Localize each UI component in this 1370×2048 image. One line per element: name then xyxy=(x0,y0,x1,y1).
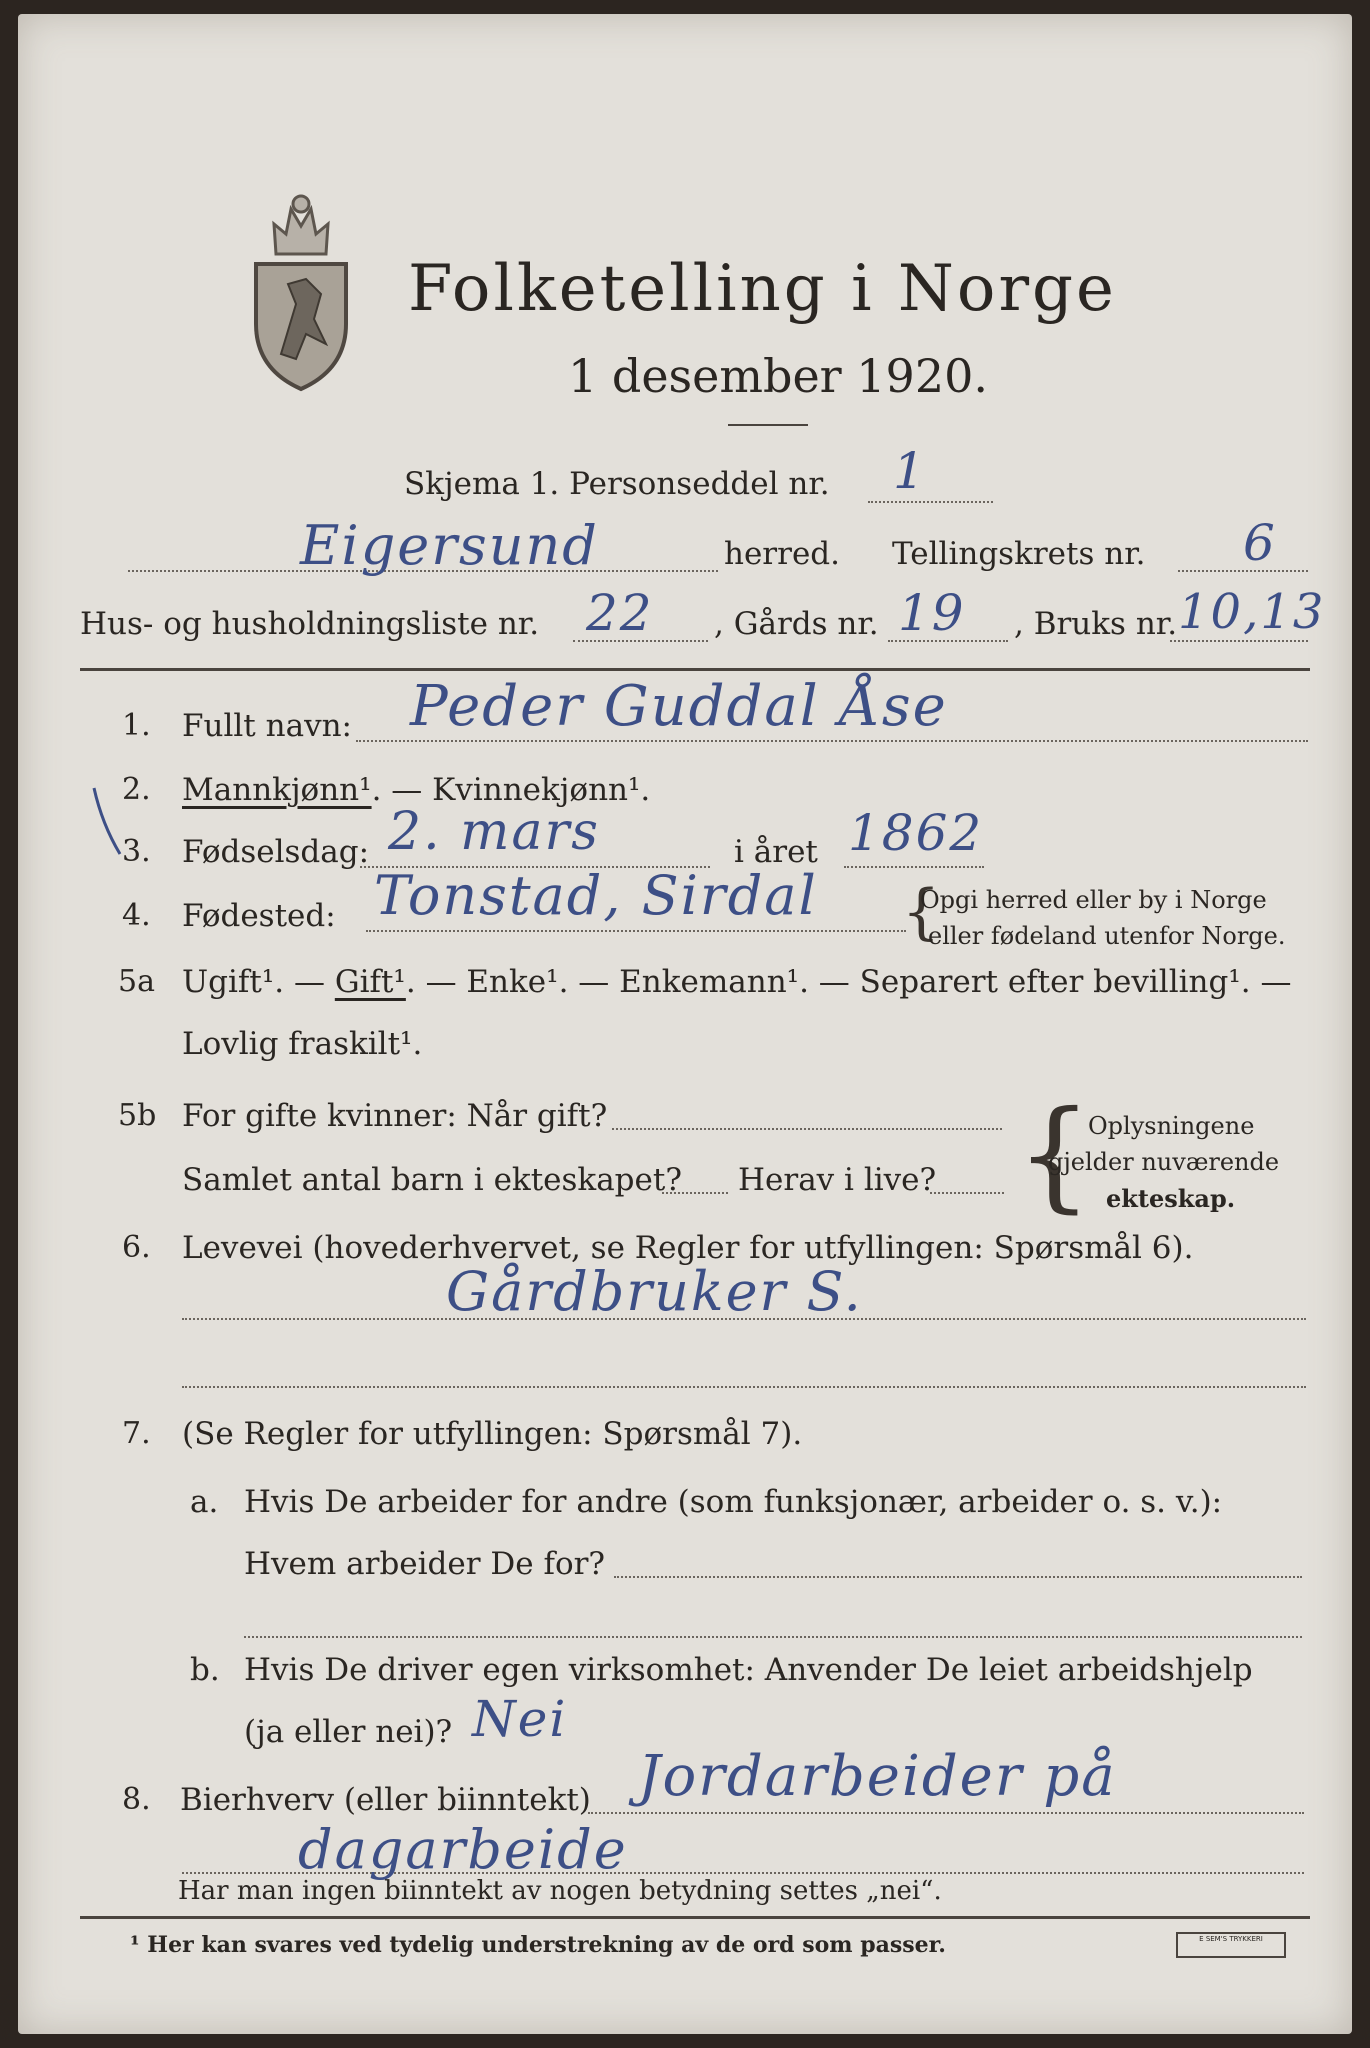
herred-value: Eigersund xyxy=(300,514,599,577)
birthday-label: Fødselsdag: xyxy=(182,834,370,870)
census-form-sheet: Folketelling i Norge 1 desember 1920. Skjema 1. Personseddel nr. 1 Eigersund herred. Tellingskrets nr. 6 Hus- og husholdningsliste nr. 22 , Gårds nr. 19 , Bruks nr. 10,13 1. Fullt navn: Peder Guddal Åse 2. Mannkjønn¹. — Kvinnekjønn¹. 3. Fødselsdag: 2. mars i året 1862 4. Fødested: Tonstad, Sirdal { Opgi herred eller by i Norge eller fødeland utenfor Norge. 5a Ugift¹. — Gift¹. — Enke¹. — Enkemann¹. — Separert efter bevilling¹. — Lovlig fraskilt¹. 5b For gifte kvinner: Når gift? Samlet antal barn i ekteskapet? Herav i live? { Oplysningene gjelder nuværende ekteskap. 6. Levevei (hovederhvervet, se Regler for utfyllingen: Spørsmål 6). Gårdbruker S. 7. (Se Regler for utfyllingen: Spørsmål 7). a. Hvis De arbeider for andre (som funksjonær, arbeider o. s. v.): Hvem arbeider De for? b. Hvis De driver egen virksomhet: Anvender De leiet arbeidshjelp (ja eller nei)? Nei 8. Bierhverv (eller biinntekt) Jordarbeider på dagarbeide Har man ingen biinntekt av nogen betydning settes „nei“. ¹ Her kan svares ved tydelig understrekning av de ord som passer. E SEM'S TRYKKERI xyxy=(18,14,1352,2034)
birth-year-value: 1862 xyxy=(848,804,984,862)
sex-separator: . — xyxy=(371,772,433,808)
header-rule xyxy=(80,668,1310,671)
sex-male-option: Mannkjønn¹ xyxy=(182,772,372,808)
q7-intro: (Se Regler for utfyllingen: Spørsmål 7). xyxy=(182,1416,803,1452)
occupation-value: Gårdbruker S. xyxy=(446,1260,863,1323)
item-number: 3. xyxy=(122,834,151,869)
schema-label: Skjema 1. Personseddel nr. xyxy=(404,466,830,502)
form-date: 1 desember 1920. xyxy=(568,349,988,403)
hired-help-label: (ja eller nei)? xyxy=(244,1714,453,1750)
tellingskrets-value: 6 xyxy=(1243,514,1277,572)
footer-rule xyxy=(80,1916,1310,1919)
item-number: 2. xyxy=(122,772,151,807)
tellingskrets-label: Tellingskrets nr. xyxy=(892,536,1146,572)
coat-of-arms-icon xyxy=(236,184,366,394)
form-title: Folketelling i Norge xyxy=(408,252,1117,326)
birthplace-value: Tonstad, Sirdal xyxy=(374,864,818,927)
side-income-label: Bierhverv (eller biinntekt) xyxy=(180,1782,591,1818)
birthplace-note-line2: eller fødeland utenfor Norge. xyxy=(928,922,1286,950)
marriage-note-line2: gjelder nuværende xyxy=(1048,1148,1280,1176)
husliste-label: Hus- og husholdningsliste nr. xyxy=(80,606,540,642)
children-alive-label: Herav i live? xyxy=(738,1162,937,1198)
birth-year-label: i året xyxy=(734,834,818,870)
item-number: 5a xyxy=(118,964,155,999)
husliste-value: 22 xyxy=(586,584,654,642)
gards-value: 19 xyxy=(898,584,966,642)
bruks-value: 10,13 xyxy=(1178,584,1326,640)
hired-help-value: Nei xyxy=(472,1690,568,1748)
birthplace-note-line1: Opgi herred eller by i Norge xyxy=(920,886,1267,914)
printer-stamp: E SEM'S TRYKKERI xyxy=(1176,1932,1286,1958)
marital-status-divorced: Lovlig fraskilt¹. xyxy=(182,1026,423,1062)
side-income-note: Har man ingen biinntekt av nogen betydning settes „nei“. xyxy=(178,1876,942,1906)
sex-female-option: Kvinnekjønn¹. xyxy=(432,772,651,808)
employer-label: Hvem arbeider De for? xyxy=(244,1546,606,1582)
married-when-label: For gifte kvinner: Når gift? xyxy=(182,1098,608,1134)
full-name-value: Peder Guddal Åse xyxy=(410,674,948,739)
item-number: 8. xyxy=(122,1782,151,1817)
item-number: 6. xyxy=(122,1230,151,1265)
marriage-note-line1: Oplysningene xyxy=(1088,1112,1255,1140)
personseddel-number: 1 xyxy=(893,442,927,500)
divider xyxy=(728,424,808,426)
children-count-label: Samlet antal barn i ekteskapet? xyxy=(182,1162,682,1198)
gards-label: , Gårds nr. xyxy=(714,606,879,642)
bruks-label: , Bruks nr. xyxy=(1014,606,1178,642)
marital-status-options: Ugift¹. — Gift¹. — Enke¹. — Enkemann¹. — Separert efter bevilling¹. — xyxy=(182,964,1292,1000)
item-number: 7. xyxy=(122,1416,151,1451)
q7b-question: Hvis De driver egen virksomhet: Anvender De leiet arbeidshjelp xyxy=(244,1652,1253,1688)
occupation-label: Levevei (hovederhvervet, se Regler for utfyllingen: Spørsmål 6). xyxy=(182,1230,1194,1266)
full-name-label: Fullt navn: xyxy=(182,708,352,744)
q7a-letter: a. xyxy=(190,1484,219,1520)
q7b-letter: b. xyxy=(190,1652,220,1688)
item-number: 1. xyxy=(122,708,151,743)
item-number: 4. xyxy=(122,898,151,933)
marital-gift-option: Gift¹ xyxy=(334,964,406,1000)
side-income-value-line1: Jordarbeider på xyxy=(638,1744,1117,1809)
birthplace-label: Fødested: xyxy=(182,898,336,934)
side-income-value-line2: dagarbeide xyxy=(298,1818,628,1881)
marriage-note-line3: ekteskap. xyxy=(1106,1184,1236,1213)
item-number: 5b xyxy=(118,1098,157,1133)
herred-label: herred. xyxy=(724,536,840,572)
birthday-value: 2. mars xyxy=(388,802,600,862)
footnote: ¹ Her kan svares ved tydelig understrekning av de ord som passer. xyxy=(130,1932,946,1958)
q7a-question: Hvis De arbeider for andre (som funksjonær, arbeider o. s. v.): xyxy=(244,1484,1223,1520)
